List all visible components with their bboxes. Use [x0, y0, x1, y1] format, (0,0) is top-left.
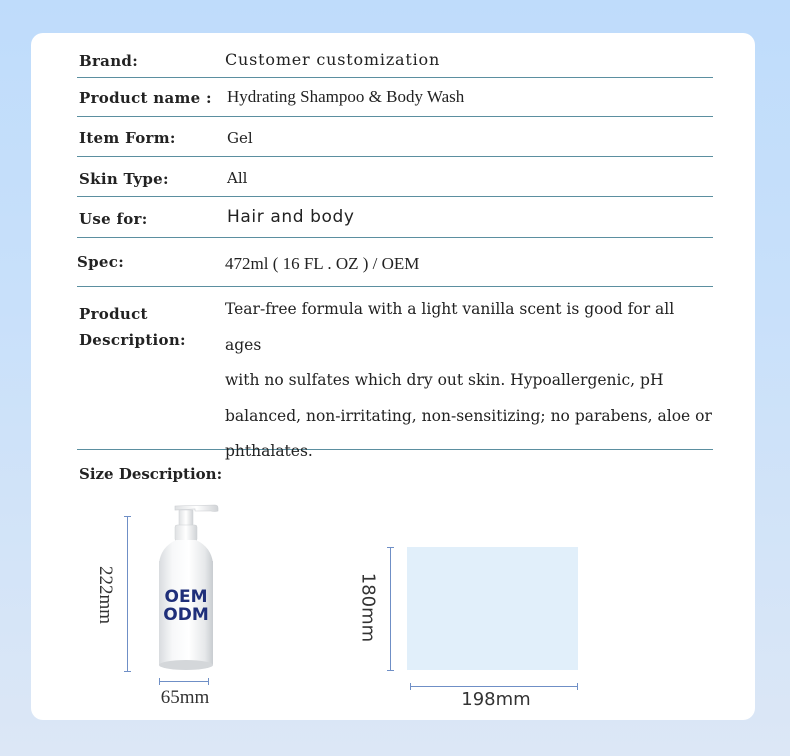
spec-value: 472ml ( 16 FL . OZ ) / OEM: [225, 254, 420, 273]
spec-label: Spec:: [77, 253, 125, 271]
description-line: with no sulfates which dry out skin. Hypoallergenic, pH: [225, 371, 664, 389]
bottle-width-line: [159, 681, 208, 682]
bottle-print: [155, 588, 217, 624]
use-for-row: [77, 196, 713, 238]
spec-row: [77, 237, 713, 287]
box-width-label: 198mm: [461, 689, 531, 710]
skin-type-label: Skin Type:: [79, 170, 169, 188]
description-label: [79, 301, 186, 353]
bottle-print-line2: ODM: [163, 605, 209, 625]
brand-label: Brand:: [79, 52, 139, 70]
box-image: [407, 547, 578, 670]
skin-type-value: All: [227, 169, 248, 187]
description-text: [225, 292, 715, 470]
skin-type-row: [77, 156, 713, 197]
product-name-value: Hydrating Shampoo & Body Wash: [227, 87, 465, 106]
box-width-tick-right: [577, 683, 578, 690]
box-width-line: [410, 686, 578, 687]
box-height-label: 180mm: [357, 572, 379, 643]
bottle-width-tick-left: [159, 678, 160, 685]
bottle-height-line: [127, 516, 128, 672]
description-row: [77, 286, 713, 460]
description-label-line1: Product: [79, 305, 148, 323]
bottle-width-label: 65mm: [160, 687, 210, 708]
box-width-tick-left: [410, 683, 411, 690]
product-name-label: Product name :: [79, 89, 212, 107]
product-name-row: [77, 77, 713, 117]
bottle-print-line1: OEM: [164, 587, 208, 607]
use-for-label: Use for:: [79, 210, 148, 228]
bottle-height-tick-top: [124, 516, 131, 517]
bottle-height-tick-bottom: [124, 671, 131, 672]
description-line: phthalates.: [225, 442, 313, 460]
description-line: Tear-free formula with a light vanilla scent is good for all ages: [225, 300, 675, 354]
box-height-tick-top: [387, 547, 394, 548]
description-line: balanced, non-irritating, non-sensitizing; no parabens, aloe or: [225, 406, 712, 425]
use-for-value: Hair and body: [227, 207, 355, 227]
item-form-value: Gel: [227, 129, 253, 147]
item-form-label: Item Form:: [79, 129, 176, 147]
bottle-height-label: 222mm: [95, 565, 116, 625]
brand-value: Customer customization: [225, 50, 441, 69]
box-height-line: [390, 547, 391, 671]
description-label-line2: Description:: [79, 331, 186, 349]
bottle-width-tick-right: [208, 678, 209, 685]
brand-row: [77, 33, 713, 78]
product-info-card: [31, 33, 755, 720]
item-form-row: [77, 116, 713, 157]
box-height-tick-bottom: [387, 670, 394, 671]
size-description-title: Size Description:: [79, 465, 223, 483]
